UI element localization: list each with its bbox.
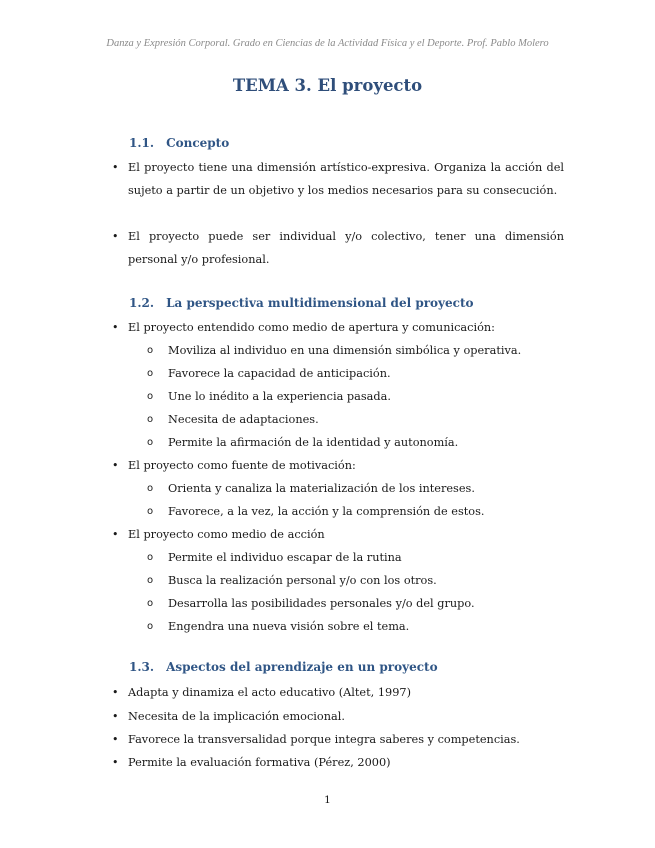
circle-bullet-icon: o: [147, 345, 154, 356]
circle-bullet-icon: o: [147, 414, 154, 425]
sub-list-item: [147, 431, 459, 454]
circle-bullet-icon: o: [147, 575, 154, 586]
section-title: La perspectiva multidimensional del proyecto: [166, 296, 474, 310]
circle-bullet-icon: o: [147, 437, 154, 448]
sub-list-item: [147, 615, 410, 638]
bullet-icon: •: [112, 756, 119, 769]
bullet-icon: •: [112, 733, 119, 746]
list-item: [112, 454, 564, 477]
sub-list-item-text: Une lo inédito a la experiencia pasada.: [168, 390, 391, 403]
sub-list-item-text: Favorece, a la vez, la acción y la comprensión de estos.: [168, 505, 485, 518]
list-item: [112, 705, 564, 728]
sub-list-item: [147, 385, 391, 408]
sub-list-item-text: Permite el individuo escapar de la rutina: [168, 551, 402, 564]
section-number: 1.2.: [129, 296, 155, 310]
bullet-icon: •: [112, 230, 119, 243]
page-number: 1: [324, 794, 331, 806]
running-header: Danza y Expresión Corporal. Grado en Ciencias de la Actividad Física y el Deporte. Prof. Pablo Molero: [106, 38, 549, 49]
section-title: Concepto: [166, 136, 230, 150]
circle-bullet-icon: o: [147, 552, 154, 563]
circle-bullet-icon: o: [147, 368, 154, 379]
bullet-icon: •: [112, 528, 119, 541]
sub-list-item-text: Orienta y canaliza la materialización de los intereses.: [168, 482, 475, 495]
circle-bullet-icon: o: [147, 621, 154, 632]
section-heading-1-1: [129, 136, 229, 150]
list-item: [112, 681, 564, 704]
sub-list-item: [147, 477, 475, 500]
list-item: [112, 316, 564, 339]
sub-list-item: [147, 362, 391, 385]
bullet-icon: •: [112, 710, 119, 723]
sub-list-item-text: Busca la realización personal y/o con los otros.: [168, 574, 437, 587]
bullet-icon: •: [112, 161, 119, 174]
list-item: [112, 523, 564, 546]
bullet-icon: •: [112, 686, 119, 699]
section-number: 1.1.: [129, 136, 155, 150]
circle-bullet-icon: o: [147, 598, 154, 609]
section-heading-1-2: [129, 296, 474, 310]
sub-list-item-text: Necesita de adaptaciones.: [168, 413, 319, 426]
section-heading-1-3: [129, 660, 438, 674]
sub-list-item: [147, 569, 437, 592]
sub-list-item-text: Moviliza al individuo en una dimensión simbólica y operativa.: [168, 344, 522, 357]
list-item-text: El proyecto tiene una dimensión artístico-expresiva. Organiza la acción del sujeto a partir de un objetivo y los medios necesarios para su consecución.: [128, 161, 564, 198]
list-item-text: Favorece la transversalidad porque integra saberes y competencias.: [128, 733, 520, 746]
sub-list-item: [147, 546, 402, 569]
list-item-text: Necesita de la implicación emocional.: [128, 710, 345, 723]
list-item: [112, 156, 564, 203]
list-item-text: El proyecto puede ser individual y/o colectivo, tener una dimensión personal y/o profesional.: [128, 230, 564, 267]
circle-bullet-icon: o: [147, 506, 154, 517]
sub-list-item: [147, 500, 485, 523]
sub-list-item: [147, 339, 522, 362]
section-number: 1.3.: [129, 660, 155, 674]
circle-bullet-icon: o: [147, 483, 154, 494]
list-item-text: El proyecto como fuente de motivación:: [128, 459, 356, 472]
page-title: TEMA 3. El proyecto: [232, 76, 423, 95]
list-item: [112, 728, 564, 751]
sub-list-item-text: Permite la afirmación de la identidad y autonomía.: [168, 436, 459, 449]
section-title: Aspectos del aprendizaje en un proyecto: [166, 660, 438, 674]
list-item-text: El proyecto entendido como medio de apertura y comunicación:: [128, 321, 495, 334]
list-item-text: Adapta y dinamiza el acto educativo (Altet, 1997): [128, 686, 412, 699]
list-item-text: El proyecto como medio de acción: [128, 528, 325, 541]
sub-list-item-text: Desarrolla las posibilidades personales y/o del grupo.: [168, 597, 475, 610]
circle-bullet-icon: o: [147, 391, 154, 402]
sub-list-item-text: Engendra una nueva visión sobre el tema.: [168, 620, 410, 633]
sub-list-item: [147, 592, 475, 615]
sub-list-item: [147, 408, 319, 431]
bullet-icon: •: [112, 321, 119, 334]
sub-list-item-text: Favorece la capacidad de anticipación.: [168, 367, 391, 380]
bullet-icon: •: [112, 459, 119, 472]
list-item-text: Permite la evaluación formativa (Pérez, 2000): [128, 756, 391, 769]
list-item: [112, 751, 564, 774]
list-item: [112, 225, 564, 272]
